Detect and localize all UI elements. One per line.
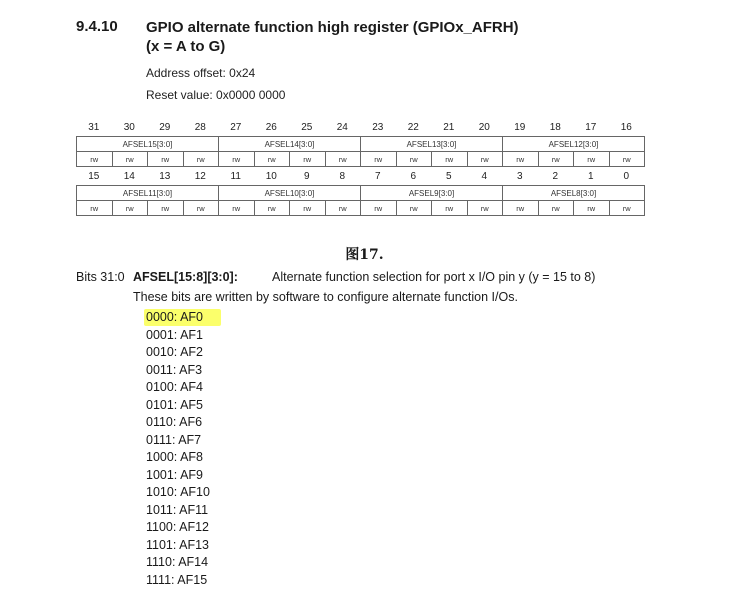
access-type: rw <box>574 201 610 216</box>
bit-number: 29 <box>147 122 183 133</box>
af-value: 0101: AF5 <box>146 398 203 412</box>
upper-bit-numbers <box>76 118 644 136</box>
access-type: rw <box>610 152 646 167</box>
access-type: rw <box>539 152 575 167</box>
bit-number: 0 <box>609 171 645 182</box>
af-value: 1101: AF13 <box>146 538 209 552</box>
bit-number: 4 <box>467 171 503 182</box>
access-type: rw <box>113 201 149 216</box>
bit-number: 21 <box>431 122 467 133</box>
register-field-name: AFSEL8[3:0] <box>503 186 645 201</box>
bit-number: 5 <box>431 171 467 182</box>
reset-value: Reset value: 0x0000 0000 <box>146 88 285 102</box>
af-list-item <box>146 309 221 327</box>
af-value: 0001: AF1 <box>146 328 203 342</box>
access-type: rw <box>326 152 362 167</box>
bit-number: 30 <box>112 122 148 133</box>
bit-number: 27 <box>218 122 254 133</box>
access-type: rw <box>432 201 468 216</box>
af-value: 1100: AF12 <box>146 520 209 534</box>
bit-number: 25 <box>289 122 325 133</box>
access-type: rw <box>219 201 255 216</box>
access-type: rw <box>574 152 610 167</box>
section-number: 9.4.10 <box>76 18 118 35</box>
af-list-item <box>146 362 221 380</box>
register-field-name: AFSEL13[3:0] <box>361 137 503 152</box>
register-field-name: AFSEL14[3:0] <box>219 137 361 152</box>
register-field-name: AFSEL9[3:0] <box>361 186 503 201</box>
bit-number: 7 <box>360 171 396 182</box>
access-type: rw <box>361 152 397 167</box>
af-list-item <box>146 537 221 555</box>
bit-number: 14 <box>112 171 148 182</box>
field-description: Alternate function selection for port x I/O pin y (y = 15 to 8) <box>272 270 595 284</box>
af-list-item <box>146 327 221 345</box>
bit-number: 9 <box>289 171 325 182</box>
bit-number: 22 <box>396 122 432 133</box>
bit-number: 1 <box>573 171 609 182</box>
bit-number: 12 <box>183 171 219 182</box>
bit-number: 18 <box>538 122 574 133</box>
access-type: rw <box>432 152 468 167</box>
access-type: rw <box>397 201 433 216</box>
access-type: rw <box>219 152 255 167</box>
af-list-item <box>146 449 221 467</box>
register-field-name: AFSEL12[3:0] <box>503 137 645 152</box>
access-type: rw <box>468 152 504 167</box>
figure-caption: 图17. <box>0 244 729 264</box>
af-list-item <box>146 519 221 537</box>
address-offset: Address offset: 0x24 <box>146 66 255 80</box>
af-value: 0010: AF2 <box>146 345 203 359</box>
access-type: rw <box>255 152 291 167</box>
af-list-item <box>146 414 221 432</box>
access-type: rw <box>184 201 220 216</box>
register-field-name: AFSEL10[3:0] <box>219 186 361 201</box>
bit-number: 2 <box>538 171 574 182</box>
bit-number: 8 <box>325 171 361 182</box>
af-value: 0000: AF0 <box>144 309 221 326</box>
access-type: rw <box>539 201 575 216</box>
bit-number: 6 <box>396 171 432 182</box>
access-type: rw <box>397 152 433 167</box>
bit-number: 24 <box>325 122 361 133</box>
access-type: rw <box>255 201 291 216</box>
register-field-name: AFSEL15[3:0] <box>77 137 219 152</box>
bit-number: 26 <box>254 122 290 133</box>
bit-number: 13 <box>147 171 183 182</box>
af-value: 1111: AF15 <box>146 573 207 587</box>
section-title <box>146 18 519 56</box>
af-value: 0011: AF3 <box>146 363 202 377</box>
af-value: 0111: AF7 <box>146 433 201 447</box>
field-name: AFSEL[15:8][3:0]: <box>133 270 238 284</box>
register-field-name: AFSEL11[3:0] <box>77 186 219 201</box>
af-value: 1001: AF9 <box>146 468 203 482</box>
bit-number: 31 <box>76 122 112 133</box>
af-value: 0100: AF4 <box>146 380 203 394</box>
bit-number: 28 <box>183 122 219 133</box>
alternate-function-list <box>146 309 221 589</box>
access-type: rw <box>148 152 184 167</box>
af-list-item <box>146 432 221 450</box>
field-description-detail: These bits are written by software to configure alternate function I/Os. <box>133 290 518 304</box>
af-list-item <box>146 344 221 362</box>
bit-number: 15 <box>76 171 112 182</box>
lower-register-grid <box>76 185 645 216</box>
af-list-item <box>146 502 221 520</box>
bit-number: 17 <box>573 122 609 133</box>
af-value: 1011: AF11 <box>146 503 208 517</box>
bit-number: 20 <box>467 122 503 133</box>
af-value: 1110: AF14 <box>146 555 208 569</box>
af-list-item <box>146 572 221 589</box>
bit-number: 19 <box>502 122 538 133</box>
section-title-line2: (x = A to G) <box>146 37 519 56</box>
access-type: rw <box>184 152 220 167</box>
bit-number: 11 <box>218 171 254 182</box>
access-type: rw <box>290 152 326 167</box>
upper-register-grid <box>76 136 645 167</box>
access-type: rw <box>610 201 646 216</box>
af-value: 0110: AF6 <box>146 415 202 429</box>
af-list-item <box>146 484 221 502</box>
af-value: 1000: AF8 <box>146 450 203 464</box>
access-type: rw <box>361 201 397 216</box>
access-type: rw <box>77 152 113 167</box>
af-list-item <box>146 397 221 415</box>
bit-number: 10 <box>254 171 290 182</box>
lower-bit-numbers <box>76 167 644 185</box>
af-list-item <box>146 379 221 397</box>
section-title-line1: GPIO alternate function high register (GPIOx_AFRH) <box>146 18 519 37</box>
access-type: rw <box>113 152 149 167</box>
access-type: rw <box>503 152 539 167</box>
af-value: 1010: AF10 <box>146 485 210 499</box>
af-list-item <box>146 467 221 485</box>
access-type: rw <box>503 201 539 216</box>
bits-range: Bits 31:0 <box>76 270 125 284</box>
bit-number: 16 <box>609 122 645 133</box>
bit-number: 23 <box>360 122 396 133</box>
access-type: rw <box>290 201 326 216</box>
af-list-item <box>146 554 221 572</box>
register-bit-table <box>76 118 644 216</box>
bit-number: 3 <box>502 171 538 182</box>
access-type: rw <box>77 201 113 216</box>
access-type: rw <box>468 201 504 216</box>
access-type: rw <box>148 201 184 216</box>
access-type: rw <box>326 201 362 216</box>
